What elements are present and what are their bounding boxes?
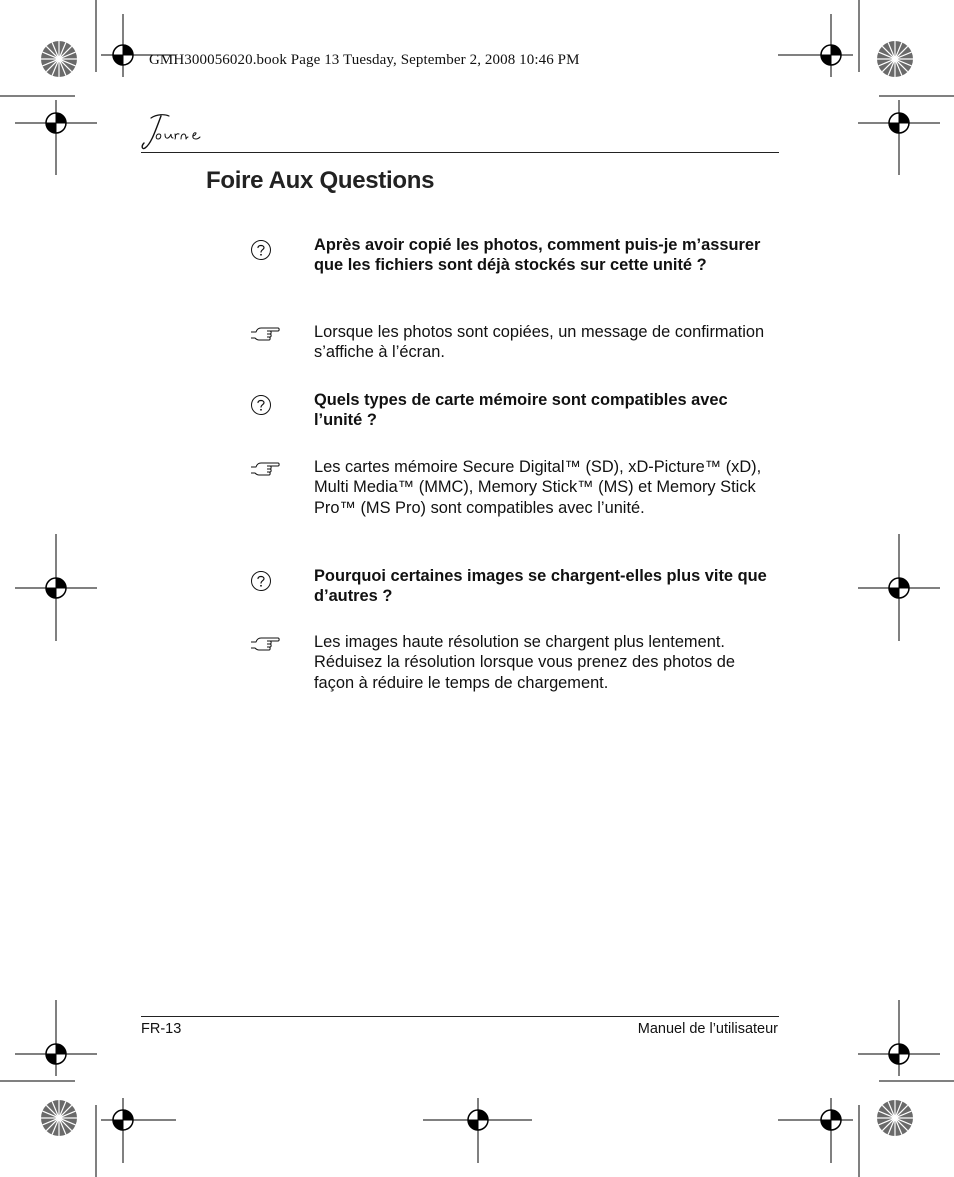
faq-question	[250, 235, 770, 276]
page-title: Foire Aux Questions	[206, 167, 435, 194]
manual-name: Manuel de l’utilisateur	[637, 1021, 778, 1037]
star-target-icon	[41, 41, 77, 77]
faq-answer	[250, 457, 770, 518]
header-rule	[141, 152, 779, 153]
journe-logo	[141, 110, 211, 154]
question-text: Quels types de carte mémoire sont compatibles avec l’unité ?	[314, 391, 728, 430]
faq-answer	[250, 632, 770, 693]
faq-question	[250, 566, 770, 607]
pointing-hand-icon	[250, 637, 280, 653]
footer-rule	[141, 1016, 779, 1017]
faq-question	[250, 390, 770, 431]
answer-text: Lorsque les photos sont copiées, un message de confirmation s’affiche à l’écran.	[314, 323, 765, 362]
star-target-icon	[877, 1100, 913, 1136]
question-circle-icon	[250, 394, 272, 416]
pointing-hand-icon	[250, 327, 280, 343]
answer-text: Les images haute résolution se chargent plus lentement. Réduisez la résolution lorsque vous prenez des photos de façon à réduire le temps de chargement.	[314, 633, 735, 692]
print-header-info: GMH300056020.book Page 13 Tuesday, September 2, 2008 10:46 PM	[149, 52, 580, 68]
faq-answer	[250, 322, 770, 363]
star-target-icon	[41, 1100, 77, 1136]
page-number: FR-13	[141, 1021, 182, 1037]
question-text: Après avoir copié les photos, comment puis-je m’assurer que les fichiers sont déjà stockés sur cette unité ?	[314, 236, 761, 275]
question-circle-icon	[250, 239, 272, 261]
star-target-icon	[877, 41, 913, 77]
question-circle-icon	[250, 570, 272, 592]
answer-text: Les cartes mémoire Secure Digital™ (SD), xD-Picture™ (xD), Multi Media™ (MMC), Memory Stick™ (MS) et Memory Stick Pro™ (MS Pro) sont compatibles avec l’unité.	[314, 458, 762, 517]
question-text: Pourquoi certaines images se chargent-elles plus vite que d’autres ?	[314, 567, 767, 606]
pointing-hand-icon	[250, 462, 280, 478]
